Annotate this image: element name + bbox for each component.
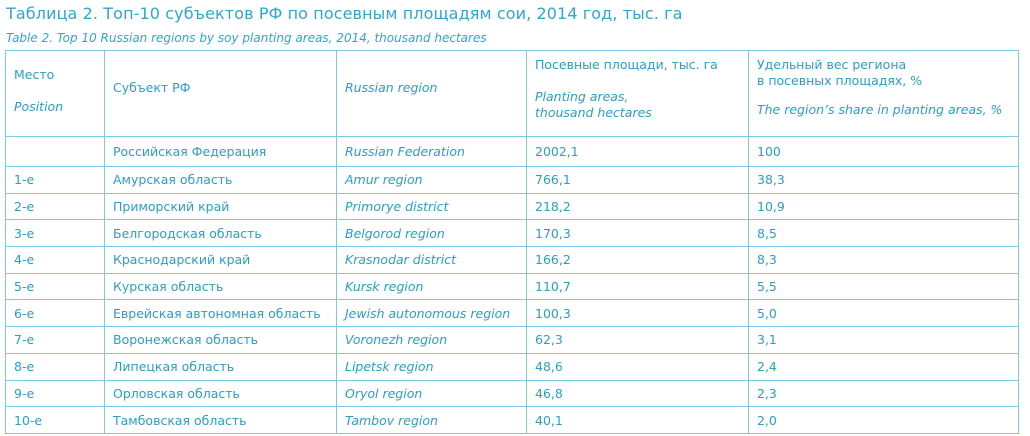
total-subject-ru: Российская Федерация	[105, 137, 337, 167]
cell-subject-ru: Орловская область	[105, 380, 337, 407]
cell-subject-ru: Еврейская автономная область	[105, 300, 337, 327]
cell-area: 48,6	[527, 353, 749, 380]
table-row	[6, 353, 1019, 380]
cell-position: 2-е	[6, 193, 105, 220]
table-title-ru: Таблица 2. Топ-10 субъектов РФ по посевным площадям сои, 2014 год, тыс. га	[6, 4, 683, 23]
cell-share: 5,0	[749, 300, 1019, 327]
table-row	[6, 167, 1019, 194]
cell-position: 5-е	[6, 273, 105, 300]
cell-subject-ru: Приморский край	[105, 193, 337, 220]
cell-area: 40,1	[527, 407, 749, 434]
header-position	[6, 51, 105, 137]
cell-area: 110,7	[527, 273, 749, 300]
header-area-ru: Посевные площади, тыс. га	[535, 57, 718, 72]
table-row	[6, 407, 1019, 434]
cell-region-en: Primorye district	[337, 193, 527, 220]
cell-share: 3,1	[749, 327, 1019, 354]
cell-share: 2,4	[749, 353, 1019, 380]
cell-area: 100,3	[527, 300, 749, 327]
header-subject-ru: Субъект РФ	[105, 51, 337, 137]
table-row	[6, 300, 1019, 327]
header-position-en: Position	[14, 99, 64, 114]
cell-region-en: Lipetsk region	[337, 353, 527, 380]
cell-area: 170,3	[527, 220, 749, 247]
cell-subject-ru: Курская область	[105, 273, 337, 300]
table-row	[6, 380, 1019, 407]
table-row	[6, 247, 1019, 274]
cell-position: 7-е	[6, 327, 105, 354]
header-share-ru-2: в посевных площадях, %	[757, 73, 923, 88]
header-row	[6, 51, 1019, 137]
cell-region-en: Oryol region	[337, 380, 527, 407]
cell-subject-ru: Краснодарский край	[105, 247, 337, 274]
cell-region-en: Belgorod region	[337, 220, 527, 247]
cell-subject-ru: Белгородская область	[105, 220, 337, 247]
header-share	[749, 51, 1019, 137]
cell-position: 1-е	[6, 167, 105, 194]
total-share: 100	[749, 137, 1019, 167]
cell-region-en: Krasnodar district	[337, 247, 527, 274]
header-share-en: The region’s share in planting areas, %	[757, 102, 1003, 117]
total-position	[6, 137, 105, 167]
cell-region-en: Kursk region	[337, 273, 527, 300]
cell-region-en: Amur region	[337, 167, 527, 194]
cell-area: 46,8	[527, 380, 749, 407]
cell-area: 166,2	[527, 247, 749, 274]
cell-subject-ru: Воронежская область	[105, 327, 337, 354]
cell-position: 6-е	[6, 300, 105, 327]
header-area	[527, 51, 749, 137]
cell-position: 4-е	[6, 247, 105, 274]
cell-share: 2,3	[749, 380, 1019, 407]
cell-share: 8,3	[749, 247, 1019, 274]
cell-region-en: Voronezh region	[337, 327, 527, 354]
header-share-ru-1: Удельный вес региона	[757, 57, 907, 72]
cell-subject-ru: Тамбовская область	[105, 407, 337, 434]
table-row	[6, 273, 1019, 300]
table-title-en: Table 2. Top 10 Russian regions by soy planting areas, 2014, thousand hectares	[6, 31, 487, 45]
soy-regions-table	[5, 50, 1019, 434]
cell-share: 8,5	[749, 220, 1019, 247]
cell-position: 8-е	[6, 353, 105, 380]
cell-area: 218,2	[527, 193, 749, 220]
cell-region-en: Tambov region	[337, 407, 527, 434]
cell-area: 766,1	[527, 167, 749, 194]
cell-position: 10-е	[6, 407, 105, 434]
cell-area: 62,3	[527, 327, 749, 354]
total-row	[6, 137, 1019, 167]
cell-subject-ru: Липецкая область	[105, 353, 337, 380]
table-row	[6, 327, 1019, 354]
table-row	[6, 193, 1019, 220]
cell-share: 5,5	[749, 273, 1019, 300]
total-area: 2002,1	[527, 137, 749, 167]
header-area-en-1: Planting areas,	[535, 89, 629, 104]
cell-region-en: Jewish autonomous region	[337, 300, 527, 327]
cell-subject-ru: Амурская область	[105, 167, 337, 194]
cell-position: 9-е	[6, 380, 105, 407]
cell-share: 38,3	[749, 167, 1019, 194]
cell-share: 10,9	[749, 193, 1019, 220]
header-position-ru: Место	[14, 67, 55, 82]
cell-position: 3-е	[6, 220, 105, 247]
header-area-en-2: thousand hectares	[535, 105, 652, 120]
total-region-en: Russian Federation	[337, 137, 527, 167]
header-region-en: Russian region	[337, 51, 527, 137]
cell-share: 2,0	[749, 407, 1019, 434]
table-row	[6, 220, 1019, 247]
